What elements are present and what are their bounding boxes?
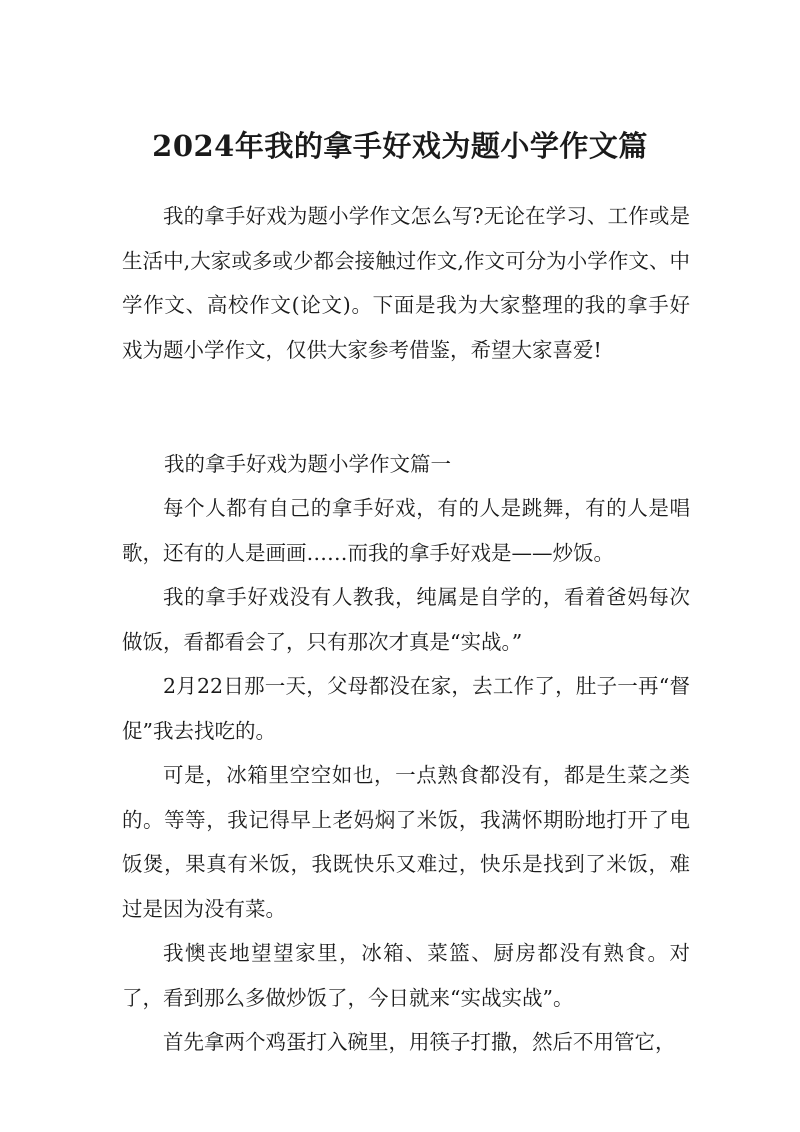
- paragraph-5: 我懊丧地望望家里，冰箱、菜篮、厨房都没有熟食。对了，看到那么多做炒饭了，今日就来“实战实战”。: [122, 941, 690, 1010]
- intro-section: [122, 194, 690, 372]
- intro-paragraph: 我的拿手好戏为题小学作文怎么写?无论在学习、工作或是生活中,大家或多或少都会接触过作文,作文可分为小学作文、中学作文、高校作文(论文)。下面是我为大家整理的我的拿手好戏为题小学作文，仅供大家参考借鉴，希望大家喜爱!: [122, 204, 690, 362]
- paragraph-1: 每个人都有自己的拿手好戏，有的人是跳舞，有的人是唱歌，还有的人是画画……而我的拿手好戏是——炒饭。: [122, 496, 690, 565]
- paragraph-4: 可是，冰箱里空空如也，一点熟食都没有，都是生菜之类的。等等，我记得早上老妈焖了米饭，我满怀期盼地打开了电饭煲，果真有米饭，我既快乐又难过，快乐是找到了米饭，难过是因为没有菜。: [122, 763, 690, 921]
- paragraph-2: 我的拿手好戏没有人教我，纯属是自学的，看着爸妈每次做饭，看都看会了，只有那次才真是“实战。”: [122, 585, 690, 654]
- section-heading: 我的拿手好戏为题小学作文篇一: [164, 452, 451, 476]
- paragraph-3: 2月22日那一天，父母都没在家，去工作了，肚子一再“督促”我去找吃的。: [122, 674, 690, 743]
- paragraph-6: 首先拿两个鸡蛋打入碗里，用筷子打撒，然后不用管它，: [163, 1030, 676, 1054]
- document-title: 2024年我的拿手好戏为题小学作文篇: [152, 129, 648, 163]
- essay-body: [122, 486, 690, 1065]
